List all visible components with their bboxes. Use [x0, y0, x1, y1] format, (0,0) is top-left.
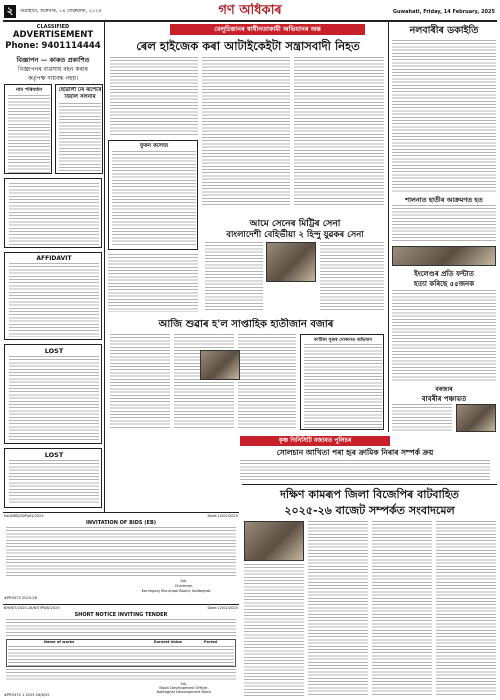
mid-headline-2: বাংলাদেশী বেহিৰ্ভীয়া ২ হিন্দু যুৱকৰ সেনা — [226, 230, 364, 240]
tender2-footer: #PR9375 1 2025 26/6/25 — [4, 693, 50, 697]
lead-kicker: বেলুচিস্তানৰ স্বাধীনতাকামী অভিযানৰ অন্ত — [170, 24, 365, 35]
tender2-title: SHORT NOTICE INVITING TENDER — [74, 612, 168, 618]
bottom-body-col2 — [308, 521, 368, 696]
lost-box-1 — [4, 344, 102, 444]
lead-body-col1 — [110, 57, 198, 137]
right-portrait — [456, 404, 496, 432]
bottom-body-col1 — [244, 564, 304, 696]
tender1-top-rule — [3, 512, 239, 513]
tender2-col3: Period — [204, 640, 218, 644]
tender2-col1: Name of works — [44, 640, 75, 644]
right-headline-3: ইংলেণ্ডৰ প্ৰতি ফন্টাত — [414, 269, 474, 278]
lead-headline: ৰেল হাইজেক কৰা আটাইকেইটা সন্ত্ৰাসবাদী নিহত — [136, 39, 360, 53]
banner-story-body — [240, 460, 490, 482]
side-story-title: ছোৱালী ঢৰ ৰূপেৰে — [58, 87, 102, 93]
tender1-signer-office: Karimganj Municipal Board, Kalitaghat — [141, 589, 211, 593]
classified-line3: কৰ্তৃপক্ষ দায়বদ্ধ নহয়। — [27, 75, 79, 82]
mid-body-col3 — [108, 254, 198, 312]
boxed-story-body — [112, 151, 196, 247]
lost-2-body — [9, 460, 99, 505]
tender1-box — [4, 514, 238, 602]
right-headline-2: শালনাত হাতীৰ আক্ৰমণত হত — [405, 196, 483, 204]
classified-title: ADVERTISEMENT — [12, 30, 94, 40]
right-photo — [392, 246, 496, 266]
tender2-body — [6, 619, 236, 637]
mid-headline-1: আমে সেনেৰ মিট্টিৰ সেনা — [249, 219, 341, 229]
right-body-2 — [392, 205, 496, 243]
header-date-right: Guwahati, Friday, 14 February, 2025 — [392, 9, 495, 15]
tender2-ref-right: Date:12/02/2025 — [207, 606, 238, 610]
right-headline-5: বৰজাৰ — [435, 386, 453, 393]
side-story-subtitle: বিয়াল সলনাৰ — [64, 94, 96, 100]
boxed-story-title: ফুকন কলেজ — [139, 143, 169, 149]
lead-body-col2 — [202, 57, 290, 207]
header-date-left: গুৱাহাটী, শুক্ৰবাৰ, ১৪ ফেব্ৰুৱাৰী, ২০২৫ — [20, 9, 102, 14]
right-col-rule — [388, 22, 389, 432]
classified-line2: বিজ্ঞাপনৰ ব্যৱসায় বহন কৰাৰ — [18, 66, 88, 73]
right-headline-4: হত্যা কৰিছে ৫৫জনক — [413, 279, 475, 288]
page-number: ২ — [4, 5, 16, 18]
bottom-headline-2: ২০২৫-২৬ বাজেট সম্পৰ্কত সংবাদমেল — [284, 504, 455, 517]
name-change-title: নাম পৰিবৰ্তন — [15, 87, 43, 93]
left-col-rule — [104, 22, 105, 512]
name-change-box — [4, 84, 52, 174]
tender2-signer-office: Kalitaghat Development Block — [156, 690, 212, 694]
tender1-signer: Sd/- — [180, 579, 188, 583]
mid-body-col1 — [205, 242, 263, 312]
tender2-signer-title: Block Development Officer, — [159, 686, 209, 690]
lost-2-title: LOST — [44, 451, 64, 459]
tender2-box — [4, 606, 238, 698]
classified-line1: বিজ্ঞাপন — কাকত প্ৰকাশিত — [16, 56, 90, 64]
market-body-col1 — [110, 334, 170, 430]
masthead: গণ অধিকাৰ — [218, 3, 282, 18]
market-body-col3 — [238, 334, 296, 430]
bottom-story-rule — [242, 484, 497, 485]
classified-phone: Phone: 9401114444 — [5, 41, 101, 51]
tender1-signer-title: Chairman, — [174, 584, 194, 588]
side-story-box — [55, 84, 103, 174]
banner-story-1: কৃষ্ণ গিনিসিটি বজাৰত পুলিচৰ — [240, 436, 390, 446]
right-body-4 — [392, 404, 452, 432]
lost-box-2 — [4, 448, 102, 508]
tender1-ref-left: No.KMB/GDP/AQ/2025 — [4, 514, 44, 518]
small-story-title: ফাটিকা সুৰাৰ দোকানত অভিযান — [314, 338, 372, 343]
tender1-ref-right: Date:12/02/2025 — [207, 514, 238, 518]
tender2-table-rows — [8, 646, 234, 666]
lost-1-title: LOST — [44, 347, 64, 355]
classified-label: CLASSIFIED — [36, 24, 70, 30]
tender1-footer: #PR9373 2025-26 — [4, 596, 37, 600]
affidavit-body — [9, 263, 99, 337]
right-body-3 — [392, 290, 496, 382]
boxed-story — [108, 140, 198, 250]
tender2-top-rule — [3, 604, 239, 605]
right-headline-6: বাবৰীৰ পঞ্চায়ত — [421, 394, 467, 403]
banner-story-2: সোলচান আখিতা পৰা হৃৰ ক্ৰামিক নিৰাৰ সম্পৰ্ক ক্ৰয় — [276, 448, 434, 457]
market-headline: আজি শুৱাৰ হ'ল সাপ্তাহিক হাতীজান বজাৰ — [158, 319, 334, 330]
right-headline-1: নলবাৰীৰ ডকাইতি — [409, 25, 479, 36]
small-story — [300, 334, 384, 430]
bottom-headline-1: দক্ষিণ কামৰূপ জিলা বিজেপিৰ বাটবাহিত — [280, 488, 459, 501]
affidavit-box — [4, 252, 102, 340]
notice-box-1-body — [9, 183, 99, 245]
tender2-notes — [6, 669, 236, 681]
market-body-col2 — [174, 334, 234, 430]
tender2-col2: Earnest Value — [154, 640, 182, 644]
small-story-body — [304, 344, 382, 428]
affidavit-title: AFFIDAVIT — [36, 255, 72, 262]
right-body-1 — [392, 40, 496, 192]
bottom-body-col3 — [372, 521, 432, 696]
side-story-body — [59, 103, 101, 173]
bottom-body-col4 — [436, 521, 496, 696]
tender1-body — [6, 527, 236, 577]
mid-body-col2 — [320, 242, 384, 312]
lost-1-body — [9, 356, 99, 441]
bottom-photo — [244, 521, 304, 561]
tender2-ref-left: BH/NIT/2025-26/NIT/PWD/2025 — [4, 606, 60, 610]
tender2-signer: Sd/- — [180, 682, 188, 686]
header-rule — [3, 20, 497, 22]
market-photo — [200, 350, 240, 380]
notice-box-1 — [4, 178, 102, 248]
lead-body-col3 — [294, 57, 384, 207]
mid-photo — [266, 242, 316, 282]
tender1-title: INVITATION OF BIDS (EB) — [85, 520, 157, 526]
name-change-body — [8, 95, 50, 173]
